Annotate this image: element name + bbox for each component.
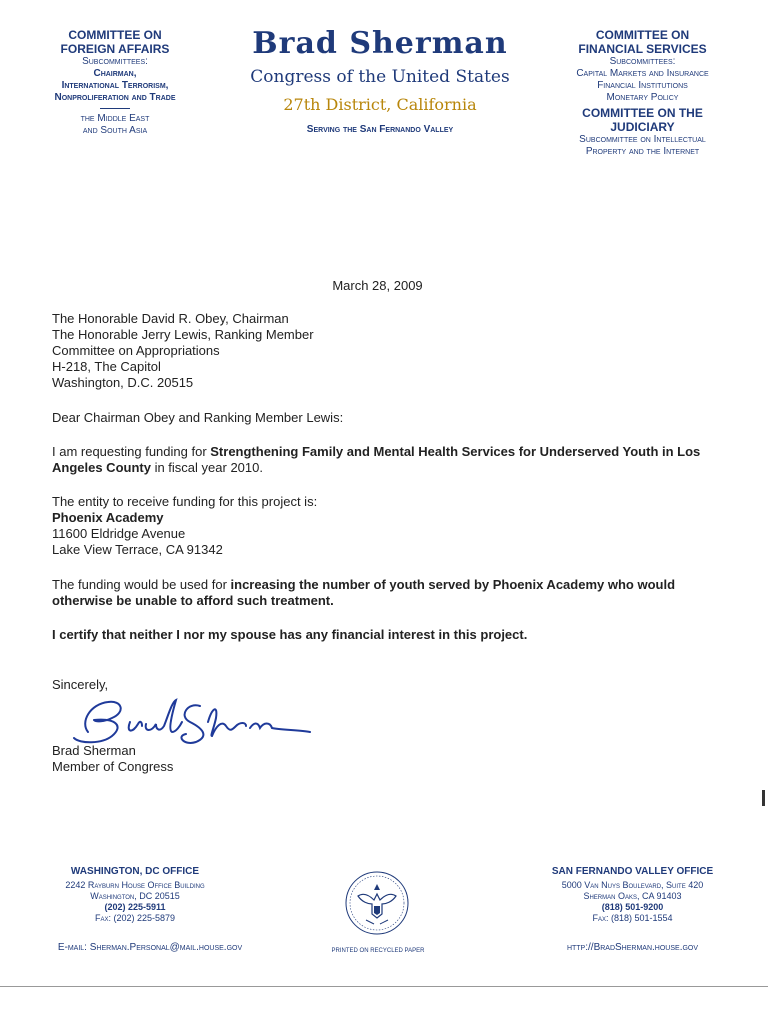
dc-office-block	[30, 866, 240, 924]
salutation: Dear Chairman Obey and Ranking Member Lewis:	[52, 410, 344, 425]
project-title: Strengthening Family and Mental Health Services for Underserved Youth in Los Angeles County	[52, 444, 701, 475]
entity-intro: The entity to receive funding for this project is:	[52, 494, 318, 509]
letter-date: March 28, 2009	[332, 278, 423, 293]
subcommittee-name: and South Asia	[82, 125, 148, 136]
office-title: SAN FERNANDO VALLEY OFFICE	[551, 866, 714, 877]
address-line: The Honorable Jerry Lewis, Ranking Member	[52, 327, 314, 342]
office-title: WASHINGTON, DC OFFICE	[70, 866, 200, 877]
address-block	[52, 311, 692, 391]
subcommittee-name: Financial Institutions	[597, 80, 688, 91]
subcommittee-name: Property and the Internet	[585, 146, 700, 157]
signer-name: Brad Sherman	[52, 743, 136, 758]
letterhead-center	[225, 26, 535, 136]
subcommittee-name: Monetary Policy	[606, 92, 679, 103]
office-phone: (818) 501-9200	[601, 902, 664, 912]
entity-block	[52, 494, 702, 558]
subcommittees-label: Subcommittees:	[609, 56, 676, 67]
request-paragraph	[52, 444, 702, 476]
office-address: 5000 Van Nuys Boulevard, Suite 420	[561, 880, 704, 890]
usage-purpose: increasing the number of youth served by Phoenix Academy who would otherwise be unable to afford such treatment.	[52, 577, 676, 608]
subcommittee-name: Capital Markets and Insurance	[576, 68, 709, 79]
address-line: H-218, The Capitol	[52, 359, 161, 374]
usage-paragraph	[52, 577, 682, 609]
signer-title: Member of Congress	[52, 759, 174, 774]
recycled-paper-notice: PRINTED ON RECYCLED PAPER	[331, 948, 425, 954]
member-name: Brad Sherman	[252, 26, 508, 61]
email-address: E-mail: Sherman.Personal@mail.house.gov	[57, 942, 243, 953]
committee-title: COMMITTEE ON	[68, 28, 162, 42]
left-committee-block	[20, 28, 210, 137]
request-text: in fiscal year 2010.	[150, 460, 263, 475]
sfv-office-block	[525, 866, 740, 924]
closing: Sincerely,	[52, 677, 109, 692]
certification: I certify that neither I nor my spouse has any financial interest in this project.	[52, 627, 528, 642]
office-phone: (202) 225-5911	[104, 902, 166, 912]
request-text: I am requesting funding for	[52, 444, 211, 459]
scan-edge-line	[0, 986, 768, 987]
divider	[100, 108, 130, 109]
committee-title: COMMITTEE ON	[595, 28, 690, 42]
usage-text: The funding would be used for	[52, 577, 231, 592]
entity-address: Lake View Terrace, CA 91342	[52, 542, 223, 557]
subcommittee-name: Subcommittee on Intellectual	[579, 134, 706, 145]
office-fax: Fax: (202) 225-5879	[94, 913, 176, 923]
congress-title: Congress of the United States	[250, 67, 510, 87]
office-fax: Fax: (818) 501-1554	[592, 913, 673, 923]
committee-title: JUDICIARY	[610, 120, 675, 134]
committee-title: FOREIGN AFFAIRS	[60, 42, 170, 56]
congressional-seal-icon	[344, 870, 410, 936]
subcommittees-label: Subcommittees:	[82, 56, 148, 67]
entity-address: 11600 Eldridge Avenue	[52, 526, 186, 541]
district-title: 27th District, California	[283, 95, 477, 114]
address-line: Committee on Appropriations	[52, 343, 220, 358]
serving-line: Serving the San Fernando Valley	[306, 124, 454, 135]
entity-name: Phoenix Academy	[52, 510, 164, 525]
chairman-label: Chairman,	[93, 68, 137, 79]
subcommittee-name: the Middle East	[80, 113, 150, 124]
right-committee-block	[530, 28, 755, 158]
address-line: Washington, D.C. 20515	[52, 375, 194, 390]
committee-title: COMMITTEE ON THE	[582, 106, 703, 120]
website: http://BradSherman.house.gov	[566, 942, 699, 953]
subcommittee-name: International Terrorism,	[61, 80, 169, 91]
office-address: Sherman Oaks, CA 91403	[583, 891, 682, 901]
office-address: 2242 Rayburn House Office Building	[65, 880, 205, 890]
committee-title: FINANCIAL SERVICES	[578, 42, 707, 56]
scan-edge-mark	[762, 790, 765, 806]
signer-block	[52, 743, 173, 775]
subcommittee-name: Nonproliferation and Trade	[54, 92, 176, 103]
address-line: The Honorable David R. Obey, Chairman	[52, 311, 289, 326]
office-address: Washington, DC 20515	[90, 891, 180, 901]
